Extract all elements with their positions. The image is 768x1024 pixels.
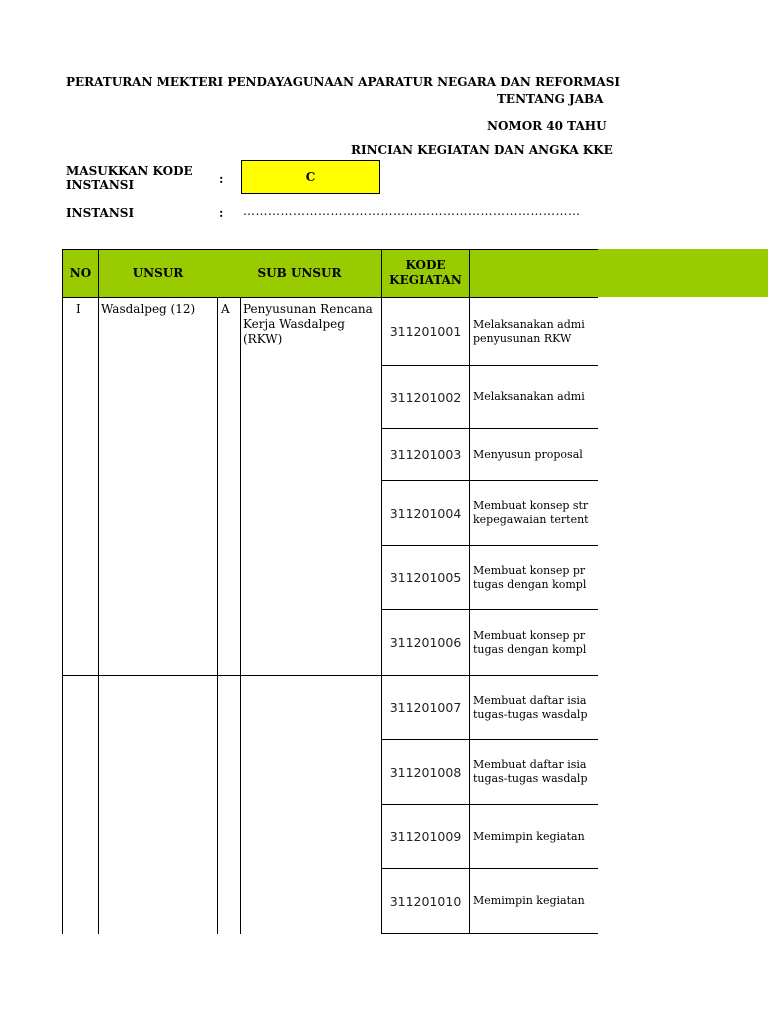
row-code: 311201005 [389, 570, 462, 585]
group-no: I [76, 302, 81, 316]
row-code: 311201001 [389, 324, 462, 339]
kode-colon: : [219, 172, 224, 186]
row-description: Membuat konsep pr tugas dengan kompl [473, 563, 587, 591]
row-code: 311201004 [389, 505, 462, 521]
document-title-line-2: TENTANG JABA [497, 92, 604, 106]
row-code: 311201006 [389, 635, 462, 650]
document-title-line-4: RINCIAN KEGIATAN DAN ANGKA KKE [351, 143, 613, 157]
row-description: Membuat konsep str kepegawaian tertent [473, 499, 589, 526]
row-description: Memimpin kegiatan [473, 829, 585, 843]
header-no: NO [69, 265, 92, 280]
kode-instansi-input[interactable]: C [241, 160, 380, 194]
instansi-label: INSTANSI [66, 206, 135, 220]
group-sub-letter: A [221, 302, 230, 316]
row-code: 311201002 [389, 389, 462, 405]
row-code: 311201008 [389, 764, 462, 780]
group-sub-unsur: Penyusunan Rencana Kerja Wasdalpeg (RKW) [243, 302, 373, 346]
instansi-value[interactable]: ……………………………………………………………………… [243, 204, 581, 218]
row-description: Memimpin kegiatan [473, 894, 585, 907]
instansi-colon: : [219, 206, 224, 220]
row-description: Membuat konsep pr tugas dengan kompl [473, 628, 587, 656]
document-title-line-3: NOMOR 40 TAHU [487, 119, 607, 133]
row-description: Membuat daftar isia tugas-tugas wasdalp [473, 758, 588, 785]
row-description: Membuat daftar isia tugas-tugas wasdalp [473, 693, 588, 721]
header-sub-unsur: SUB UNSUR [257, 265, 342, 280]
row-code: 311201007 [389, 700, 462, 715]
row-description: Melaksanakan admi penyusunan RKW [473, 317, 585, 345]
document-title-line-1: PERATURAN MEKTERI PENDAYAGUNAAN APARATUR NEGARA DAN REFORMASI [66, 75, 621, 89]
row-description: Melaksanakan admi [473, 390, 585, 403]
header-unsur: UNSUR [132, 265, 184, 280]
header-kode-kegiatan: KODE KEGIATAN [389, 258, 462, 287]
kode-instansi-label: MASUKKAN KODE INSTANSI [66, 164, 193, 192]
row-code: 311201003 [389, 447, 462, 462]
row-code: 311201010 [389, 893, 462, 909]
group-unsur: Wasdalpeg (12) [101, 302, 196, 316]
row-description: Menyusun proposal [473, 447, 583, 461]
row-code: 311201009 [389, 829, 462, 844]
